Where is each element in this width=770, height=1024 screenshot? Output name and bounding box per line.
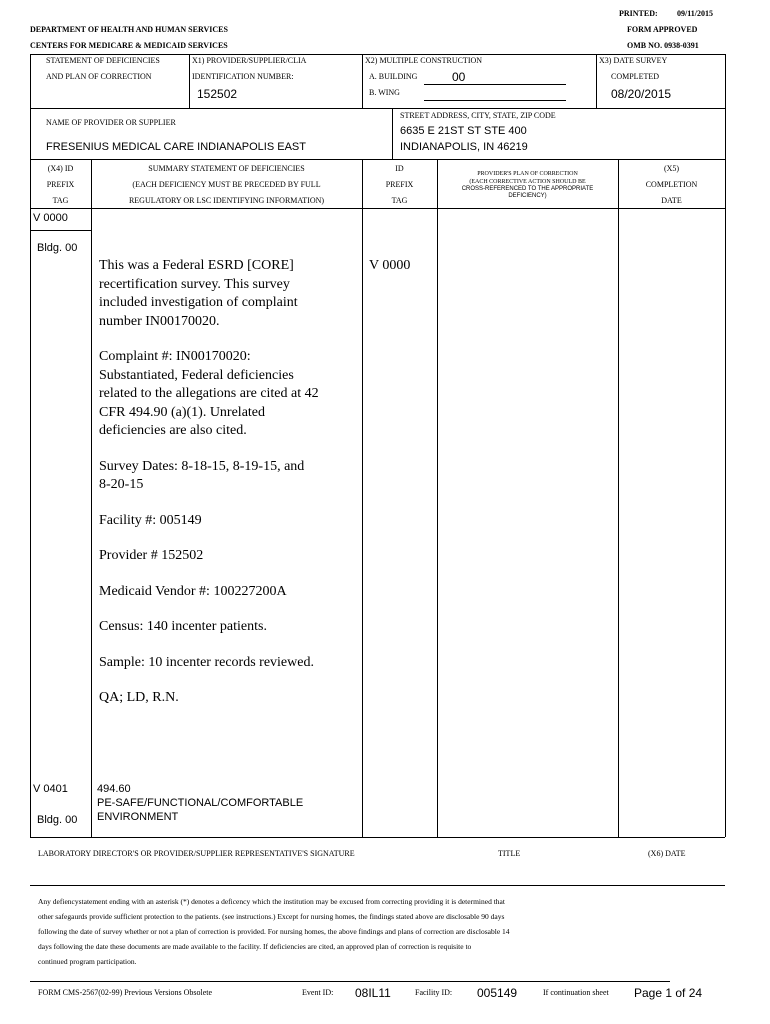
column-line-1 — [91, 159, 92, 837]
narrative-line: Facility #: 005149 — [99, 512, 202, 528]
agency-line-1: DEPARTMENT OF HEALTH AND HUMAN SERVICES — [30, 25, 228, 34]
x3-line-1: X3) DATE SURVEY — [599, 56, 668, 65]
id-header-3: TAG — [391, 196, 408, 205]
signature-bottom-line — [30, 885, 725, 886]
paragraph-facility — [99, 512, 361, 531]
facility-id-label: Facility ID: — [415, 988, 453, 997]
statement-line-2: AND PLAN OF CORRECTION — [46, 72, 152, 81]
narrative-line: related to the allegations are cited at 42 — [99, 386, 319, 401]
paragraph-survey-dates — [99, 458, 361, 495]
x4-header-2: PREFIX — [46, 180, 75, 189]
regulation-title-1: PE-SAFE/FUNCTIONAL/COMFORTABLE — [97, 797, 304, 809]
entry-tag-1: V 0000 — [33, 212, 68, 224]
building-underline — [424, 84, 566, 85]
entry-bldg-2: Bldg. 00 — [37, 814, 78, 826]
paragraph-sample — [99, 654, 361, 673]
x4-header-1: (X4) ID — [47, 164, 74, 173]
regulation-code: 494.60 — [97, 783, 131, 795]
x1-line-2: IDENTIFICATION NUMBER: — [192, 72, 294, 81]
title-label: TITLE — [498, 849, 521, 858]
provider-bottom-line — [30, 159, 725, 160]
disclaimer-line: continued program participation. — [38, 957, 137, 966]
narrative-line: Sample: 10 incenter records reviewed. — [99, 654, 314, 670]
provider-name-value: FRESENIUS MEDICAL CARE INDIANAPOLIS EAST — [46, 141, 306, 153]
address-line-1: 6635 E 21ST ST STE 400 — [400, 125, 527, 137]
wing-underline — [424, 100, 566, 101]
statement-line-1: STATEMENT OF DEFICIENCIES — [46, 56, 160, 65]
frame-top-line — [30, 54, 725, 55]
plan-header-3: CROSS-REFERENCED TO THE APPROPRIATE — [461, 186, 594, 192]
omb-number: OMB NO. 0938-0391 — [627, 41, 699, 50]
signature-label: LABORATORY DIRECTOR'S OR PROVIDER/SUPPLIER REPRESENTATIVE'S SIGNATURE — [38, 849, 355, 858]
narrative-line: QA; LD, R.N. — [99, 690, 179, 705]
narrative-line: Medicaid Vendor #: 100227200A — [99, 583, 287, 599]
paragraph-medicaid — [99, 583, 361, 602]
summary-header-2: (EACH DEFICIENCY MUST BE PRECEDED BY FULL — [132, 180, 321, 189]
entry-tag-1-underline — [30, 230, 91, 231]
page-number: Page 1 of 24 — [634, 986, 703, 1000]
provider-id-value: 152502 — [197, 87, 238, 101]
disclaimer-line: Any defiencystatement ending with an asterisk (*) denotes a deficency which the institution may be excused from correcting providing it is determined that — [38, 897, 505, 906]
paragraph-qa — [99, 689, 361, 708]
summary-header-3: REGULATORY OR LSC IDENTIFYING INFORMATION) — [128, 196, 325, 205]
form-approved: FORM APPROVED — [627, 25, 698, 34]
continuation-label: If continuation sheet — [543, 988, 609, 997]
narrative-line: number IN00170020. — [99, 313, 220, 329]
disclaimer-text — [38, 894, 718, 969]
column-header-bottom-line — [30, 208, 725, 209]
footer-top-line — [30, 981, 670, 982]
plan-header-2: (EACH CORRECTIVE ACTION SHOULD BE — [469, 179, 586, 185]
entry-bldg-1: Bldg. 00 — [37, 242, 78, 254]
form-label: FORM CMS-2567(02-99) Previous Versions Obsolete — [38, 988, 213, 997]
narrative-line: recertification survey. This survey — [99, 276, 290, 292]
narrative-line: included investigation of complaint — [99, 295, 298, 310]
signature-top-line — [30, 837, 725, 838]
disclaimer-line: days following the date these documents are made available to the facility. If deficiencies are cited, an approved plan of correction is requisite to — [38, 942, 472, 951]
survey-date-value: 08/20/2015 — [611, 87, 672, 101]
divider-provider — [392, 108, 393, 160]
building-value: 00 — [452, 70, 466, 84]
wing-label: B. WING — [369, 88, 400, 97]
id-header-1: ID — [395, 164, 404, 173]
address-line-2: INDIANAPOLIS, IN 46219 — [400, 141, 528, 153]
x3-line-2: COMPLETED — [611, 72, 659, 81]
event-id-value: 08IL11 — [355, 986, 391, 1000]
column-line-2 — [362, 159, 363, 837]
x4-header-3: TAG — [52, 196, 69, 205]
survey-narrative — [99, 257, 361, 725]
narrative-line: CFR 494.90 (a)(1). Unrelated — [99, 404, 266, 420]
narrative-line: Survey Dates: 8-18-15, 8-19-15, and — [99, 458, 305, 474]
plan-header-4: DEFICIENCY) — [508, 193, 547, 199]
column-line-4 — [618, 159, 619, 837]
divider-x2 — [362, 54, 363, 109]
disclaimer-line: other safegaurds provide sufficient protection to the patients. (see instructions.) Except for nursing homes, the findings stated above are disclosable 90 days — [38, 912, 505, 921]
narrative-line: Complaint #: IN00170020: — [99, 349, 251, 364]
summary-header-1: SUMMARY STATEMENT OF DEFICIENCIES — [148, 164, 305, 173]
right-entry-tag-1: V 0000 — [369, 258, 411, 273]
paragraph-provider — [99, 547, 361, 566]
narrative-line: 8-20-15 — [99, 477, 144, 492]
facility-id-value: 005149 — [477, 986, 518, 1000]
divider-x3 — [596, 54, 597, 109]
agency-line-2: CENTERS FOR MEDICARE & MEDICAID SERVICES — [30, 41, 228, 50]
x2-title: X2) MULTIPLE CONSTRUCTION — [365, 56, 483, 65]
provider-name-label: NAME OF PROVIDER OR SUPPLIER — [46, 118, 176, 127]
disclaimer-line: following the date of survey whether or not a plan of correction is provided. For nursing homes, the above findings and plans of correction are disclosable 14 — [38, 927, 510, 936]
narrative-line: Substantiated, Federal deficiencies — [99, 367, 294, 383]
plan-header-1: PROVIDER'S PLAN OF CORRECTION — [477, 171, 578, 177]
x5-header-3: DATE — [661, 196, 682, 205]
id-header-2: PREFIX — [385, 180, 414, 189]
printed-label: PRINTED: — [619, 9, 658, 18]
printed-date: 09/11/2015 — [677, 9, 714, 18]
paragraph-census — [99, 618, 361, 637]
regulation-title-2: ENVIRONMENT — [97, 811, 179, 823]
narrative-line: Provider # 152502 — [99, 548, 204, 563]
x5-header-2: COMPLETION — [645, 180, 698, 189]
frame-right-line — [725, 54, 726, 837]
date-label: (X6) DATE — [648, 849, 686, 858]
divider-x1 — [189, 54, 190, 109]
column-line-3 — [437, 159, 438, 837]
narrative-line: This was a Federal ESRD [CORE] — [99, 258, 294, 273]
address-label: STREET ADDRESS, CITY, STATE, ZIP CODE — [400, 111, 556, 120]
x5-header-1: (X5) — [663, 164, 680, 173]
building-label: A. BUILDING — [369, 72, 418, 81]
narrative-line: deficiencies are also cited. — [99, 423, 247, 438]
x1-line-1: X1) PROVIDER/SUPPLIER/CLIA — [192, 56, 307, 65]
entry-tag-2: V 0401 — [33, 783, 68, 795]
paragraph-complaint — [99, 348, 361, 441]
paragraph-survey-type — [99, 257, 361, 331]
statement-bottom-line — [30, 108, 725, 109]
event-id-label: Event ID: — [302, 988, 334, 997]
narrative-line: Census: 140 incenter patients. — [99, 619, 267, 634]
